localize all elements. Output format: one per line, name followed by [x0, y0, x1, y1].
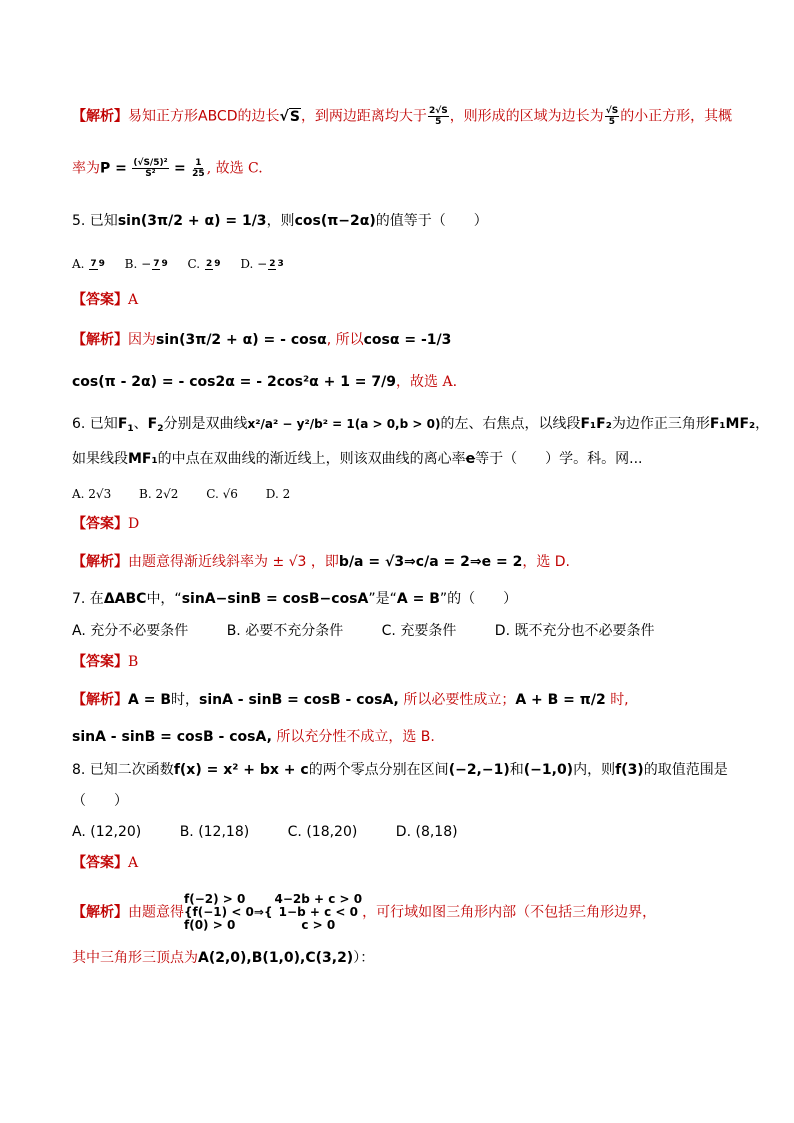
stem-text: 的左、右焦点，以线段 [440, 416, 581, 432]
math-expr: (−2,−1) [448, 762, 510, 778]
analysis-text: , 所以 [326, 332, 364, 348]
option-c: C. √6 [206, 487, 238, 501]
equals: = [173, 160, 186, 177]
q6-stem-line2 [72, 449, 734, 469]
analysis-text: 时， [170, 692, 199, 708]
math-expr: cosα = -1/3 [363, 332, 452, 348]
q8-analysis-line2 [72, 948, 734, 968]
option-b: B. 2√2 [139, 487, 179, 501]
math-expr: A = B [396, 591, 440, 607]
q8-options [72, 822, 734, 842]
analysis-text: 的小正方形，其概 [620, 108, 733, 125]
q5-options [72, 254, 734, 274]
analysis-text: ，选 D. [522, 554, 571, 570]
inequality-system-1: f(−2) > 0 {f(−1) < 0⇒{ f(0) > 0 [184, 892, 273, 932]
q4-analysis-line2 [72, 158, 734, 179]
sqrt-s: S [289, 108, 300, 125]
stem-text: ”是“ [368, 591, 397, 607]
answer-tag: 【答案】 [72, 855, 128, 871]
q6-stem-line1: 6. 已知$F_1$、$F_2$分别是双曲线x²/a² − y²/b² = 1(a > 0,b > 0)的左、右焦点，以线段F₁F₂为边作正三角形F₁MF₂， [72, 416, 770, 434]
fraction: $\frac{√S}{5}$ [605, 106, 619, 127]
option-a: A. 7 9 [72, 257, 105, 271]
analysis-text: ）： [353, 950, 375, 966]
math-expr: MF₁ [128, 451, 158, 467]
q8-stem-line1 [72, 760, 734, 780]
option-d: D. − 2 3 [240, 257, 284, 271]
math-expr: b/a = √3⇒c/a = 2⇒e = 2 [338, 554, 523, 570]
q7-analysis-line2 [72, 727, 734, 747]
option-c: C. 2 9 [187, 257, 221, 271]
analysis-text: 因为 [128, 332, 156, 348]
analysis-text: , 故选 C. [206, 160, 263, 177]
q8-stem-line2 [72, 791, 734, 811]
stem-text: ，则 [266, 213, 295, 229]
analysis-text: 率为 [72, 160, 100, 177]
math-p: P = [100, 160, 127, 177]
option-d: D. 既不充分也不必要条件 [494, 623, 655, 639]
q7-stem [72, 589, 734, 609]
option-a: A. 2√3 [72, 487, 112, 501]
answer-tag: 【答案】 [72, 516, 128, 532]
fraction: $\frac{1}{25}$ [192, 158, 205, 179]
stem-text: 为边作正三角形 [611, 416, 710, 432]
answer-value: A [128, 855, 139, 871]
math-expr: (−1,0) [523, 762, 574, 778]
stem-text: 的取值范围是 [643, 762, 728, 778]
analysis-tag: 【解析】 [72, 554, 128, 570]
math-expr: A + B = π/2 [515, 692, 606, 708]
q8-answer [72, 853, 734, 873]
analysis-text: 其中三角形三顶点为 [72, 950, 198, 966]
stem-text: 的中点在双曲线的渐近线上，则该双曲线的离心率 [157, 451, 466, 467]
math-expr: F₁MF₂ [709, 416, 756, 432]
option-c: C. 充要条件 [381, 623, 457, 639]
question-number: 7. 在 [72, 591, 104, 607]
q6-analysis [72, 552, 734, 572]
fraction: $\frac{\text{(√S/5)²}}{\text{S²}}$ [133, 158, 168, 179]
math-expr: A = B [128, 692, 171, 708]
stem-text: 的值等于（ ） [375, 213, 488, 229]
answer-tag: 【答案】 [72, 292, 128, 308]
math-expr: cos(π−2α) [294, 213, 376, 229]
stem-text: （ ） [72, 793, 128, 809]
inequality-system-2: 4−2b + c > 0 1−b + c < 0 c > 0 [274, 892, 363, 932]
math-expr: A(2,0),B(1,0),C(3,2) [198, 950, 354, 966]
math-expr: f(x) = x² + bx + c [173, 762, 309, 778]
math-expr: ΔABC [103, 591, 147, 607]
stem-text: 等于（ ）学。科。网... [475, 451, 643, 467]
q7-analysis-line1 [72, 690, 734, 710]
analysis-text: ，可行域如图三角形内部（不包括三角形边界， [362, 904, 657, 921]
analysis-text: 所以必要性成立； [403, 692, 516, 708]
option-d: D. 2 [265, 487, 291, 501]
question-number: 6. 已知 [72, 416, 118, 432]
analysis-tag: 【解析】 [72, 692, 128, 708]
option-d: D. (8,18) [395, 824, 458, 840]
stem-text: ”的（ ） [439, 591, 518, 607]
option-b: B. − 7 9 [124, 257, 168, 271]
question-number: 5. 已知 [72, 213, 118, 229]
math-expr: x²/a² − y²/b² = 1(a > 0,b > 0) [247, 417, 441, 431]
stem-text: 内，则 [573, 762, 616, 778]
math-expr: f(3) [615, 762, 644, 778]
math-e: e [465, 451, 476, 467]
fraction: $\frac{2√S}{5}$ [428, 106, 448, 127]
analysis-text: 由题意得 [128, 904, 184, 921]
analysis-text: ，到两边距离均大于 [300, 108, 427, 125]
option-b: B. (12,18) [179, 824, 250, 840]
q8-analysis-line1 [72, 893, 734, 933]
option-a: A. (12,20) [72, 824, 142, 840]
answer-tag: 【答案】 [72, 654, 128, 670]
answer-value: D [128, 516, 140, 532]
q5-analysis-line1 [72, 330, 734, 350]
stem-text: 和 [509, 762, 524, 778]
q4-analysis-line1: 【解析】易知正方形ABCD的边长√S，到两边距离均大于 $\frac{2√S}{5}$ ，则形成的区域为边长为 $\frac{√S}{5}$ 的小正方形，其概 [72, 106, 733, 127]
answer-value: B [128, 654, 139, 670]
analysis-tag: 【解析】 [72, 904, 128, 921]
stem-text: 的两个零点分别在区间 [308, 762, 449, 778]
math-expr: sinA - sinB = cosB - cosA, [198, 692, 399, 708]
math-expr: sinA−sinB = cosB−cosA [181, 591, 369, 607]
analysis-text: ，则形成的区域为边长为 [449, 108, 604, 125]
option-c: C. (18,20) [287, 824, 358, 840]
question-number: 8. 已知二次函数 [72, 762, 174, 778]
q7-options [72, 621, 734, 641]
option-a: A. 充分不必要条件 [72, 623, 189, 639]
math-expr: sin(3π/2 + α) = - cosα [156, 332, 327, 348]
analysis-tag: 【解析】 [72, 332, 128, 348]
analysis-text: 时, [610, 692, 629, 708]
analysis-text: ，故选 A. [396, 374, 458, 390]
q5-answer [72, 290, 734, 310]
analysis-tag: 【解析】 [72, 108, 128, 125]
answer-value: A [128, 292, 139, 308]
q5-stem [72, 211, 734, 231]
math-expr: F₁F₂ [580, 416, 612, 432]
math-expr: cos(π - 2α) = - cos2α = - 2cos²α + 1 = 7/9 [72, 374, 397, 390]
analysis-text: 易知正方形ABCD的边长 [128, 108, 280, 125]
math-expr: sinA - sinB = cosB - cosA, [72, 729, 272, 745]
math-expr: sin(3π/2 + α) = 1/3 [117, 213, 267, 229]
q6-options [72, 484, 734, 504]
q5-analysis-line2 [72, 372, 734, 392]
option-b: B. 必要不充分条件 [226, 623, 344, 639]
q6-answer [72, 514, 734, 534]
stem-text: 分别是双曲线 [163, 416, 248, 432]
stem-text: 如果线段 [72, 451, 128, 467]
stem-text: 中，“ [146, 591, 182, 607]
q7-answer [72, 652, 734, 672]
analysis-text: 由题意得渐近线斜率为 ± √3 ，即 [128, 554, 339, 570]
analysis-text: 所以充分性不成立，选 B. [276, 729, 435, 745]
